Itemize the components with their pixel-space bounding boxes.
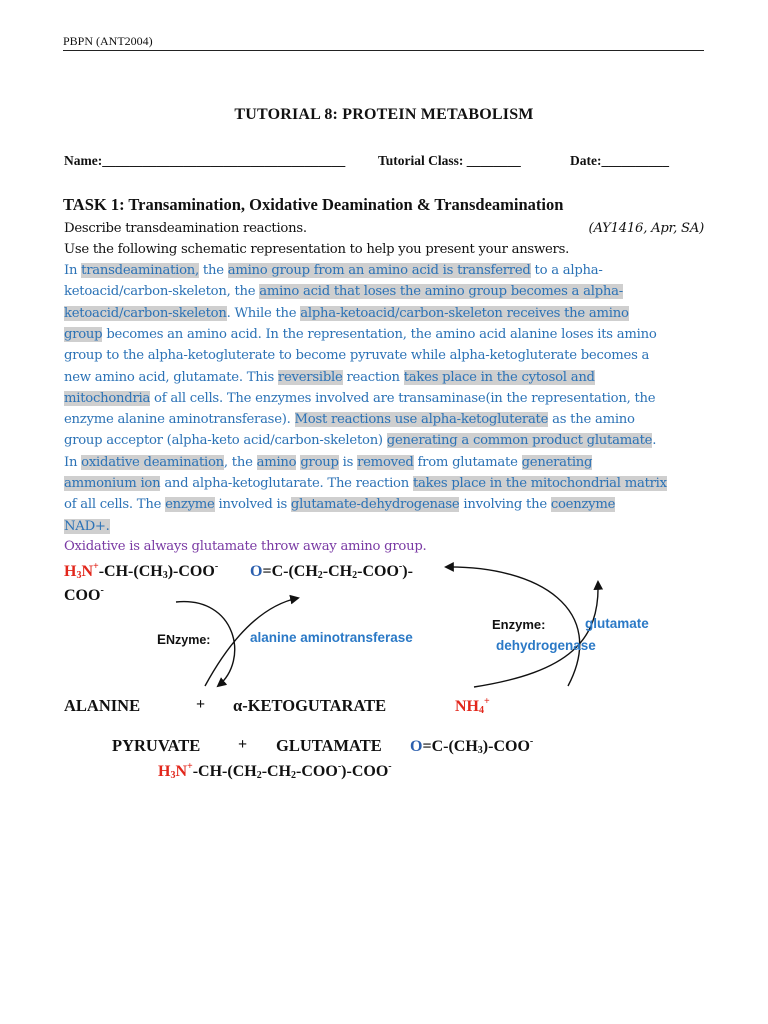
answer-text: group to the alpha-ketogluterate to become pyruvate while alpha-ketogluterate becomes a bbox=[64, 348, 650, 364]
highlighted-text: removed bbox=[357, 454, 414, 470]
glutamate-formula: $H_3N^+-CH-(CH_2-CH_2-COO^-)-COO^-$ bbox=[158, 761, 392, 781]
tutorial-class-field: Tutorial Class: ________ bbox=[378, 153, 521, 168]
highlighted-text: generating bbox=[521, 454, 593, 470]
highlighted-text: amino bbox=[256, 454, 297, 470]
answer-text: of all cells. The enzymes involved are transaminase(in the representation, the bbox=[150, 390, 656, 406]
highlighted-text: group bbox=[64, 326, 103, 342]
answer-text: and alpha-ketoglutarate. The reaction bbox=[160, 476, 413, 491]
answer-text: involved is bbox=[214, 497, 291, 513]
alanine-formula: $H_3N^+-CH-(CH_3)-COO^-$ bbox=[64, 561, 219, 581]
enzyme-right-name-2: dehydrogenase bbox=[496, 638, 596, 653]
answer-text: is bbox=[338, 454, 358, 470]
highlighted-text: Most reactions use alpha-ketogluterate bbox=[294, 412, 549, 428]
highlighted-text: generating a common product glutamate bbox=[386, 433, 653, 449]
highlighted-text: coenzyme bbox=[550, 497, 616, 513]
date-field: Date:__________ bbox=[570, 153, 669, 168]
highlighted-text: amino group from an amino acid is transferred bbox=[227, 263, 531, 278]
highlighted-text: alpha-ketoacid/carbon-skeleton receives the amino bbox=[300, 305, 629, 321]
task-reference: (AY1416, Apr, SA) bbox=[588, 221, 704, 236]
enzyme-right-name-1: glutamate bbox=[585, 616, 649, 631]
ammonium-formula: $NH_4^+$ bbox=[455, 696, 490, 716]
answer-text: reaction bbox=[342, 369, 404, 385]
pyruvate-formula: $O=C-(CH_3)-COO^-$ bbox=[410, 736, 534, 756]
answer-text: In bbox=[64, 454, 82, 470]
highlighted-text: oxidative deamination bbox=[81, 454, 224, 470]
highlighted-text: NAD+. bbox=[64, 518, 110, 534]
highlighted-text: ketoacid/carbon-skeleton bbox=[64, 305, 227, 321]
enzyme-left-name: alanine aminotransferase bbox=[250, 630, 413, 645]
highlighted-text: ammonium ion bbox=[64, 476, 161, 491]
coo-group: COO- bbox=[64, 585, 104, 604]
course-code: PBPN (ANT2004) bbox=[63, 34, 153, 48]
highlighted-text: glutamate-dehydrogenase bbox=[290, 497, 460, 513]
enzyme-left-label: ENzyme: bbox=[157, 632, 211, 647]
note-text: Oxidative is always glutamate throw away amino group. bbox=[64, 539, 427, 554]
answer-text: ketoacid/carbon-skeleton, the bbox=[64, 284, 260, 300]
ketoglutarate-formula: $O=C-(CH_2-CH_2-COO^-)-$ bbox=[250, 561, 413, 581]
answer-text: as the amino bbox=[548, 412, 635, 428]
answer-text: the bbox=[198, 263, 228, 278]
enzyme-right-label: Enzyme: bbox=[492, 617, 546, 632]
highlighted-text: amino acid that loses the amino group becomes a alpha- bbox=[259, 284, 623, 300]
answer-text: . bbox=[652, 433, 657, 449]
task-heading: TASK 1: Transamination, Oxidative Deamination & Transdeamination bbox=[63, 195, 564, 214]
highlighted-text: transdeamination, bbox=[81, 263, 199, 278]
glutamate-label: GLUTAMATE bbox=[276, 736, 382, 755]
highlighted-text: mitochondria bbox=[64, 390, 151, 406]
answer-text: . While the bbox=[226, 305, 301, 321]
answer-text: involving the bbox=[459, 497, 551, 513]
answer-text: of all cells. The bbox=[64, 497, 166, 513]
name-field: Name:____________________________________ bbox=[64, 153, 346, 168]
highlighted-text: takes place in the cytosol and bbox=[403, 369, 595, 385]
answer-text: becomes an amino acid. In the representation, the amino acid alanine loses its amino bbox=[102, 326, 657, 342]
task-instruction: Use the following schematic representation to help you present your answers. bbox=[64, 242, 570, 257]
task-question: Describe transdeamination reactions. bbox=[64, 221, 307, 236]
answer-text: from glutamate bbox=[413, 454, 522, 470]
ketogutarate-label: α-KETOGUTARATE bbox=[233, 696, 387, 715]
answer-text: group acceptor (alpha-keto acid/carbon-skeleton) bbox=[64, 433, 387, 449]
highlighted-text: group bbox=[300, 454, 339, 470]
pyruvate-label: PYRUVATE bbox=[112, 736, 201, 755]
answer-text: In bbox=[64, 263, 82, 278]
alanine-label: ALANINE bbox=[64, 696, 141, 715]
answer-text: , the bbox=[223, 454, 257, 470]
page-title: TUTORIAL 8: PROTEIN METABOLISM bbox=[234, 106, 534, 123]
highlighted-text: takes place in the mitochondrial matrix bbox=[412, 476, 667, 491]
highlighted-text: reversible bbox=[277, 369, 343, 385]
plus-sign-1: + bbox=[196, 696, 206, 713]
answer-text: enzyme alanine aminotransferase). bbox=[64, 412, 295, 428]
answer-text: new amino acid, glutamate. This bbox=[64, 369, 278, 385]
plus-sign-2: + bbox=[238, 736, 248, 753]
answer-text: to a alpha- bbox=[530, 263, 603, 278]
highlighted-text: enzyme bbox=[165, 497, 215, 513]
